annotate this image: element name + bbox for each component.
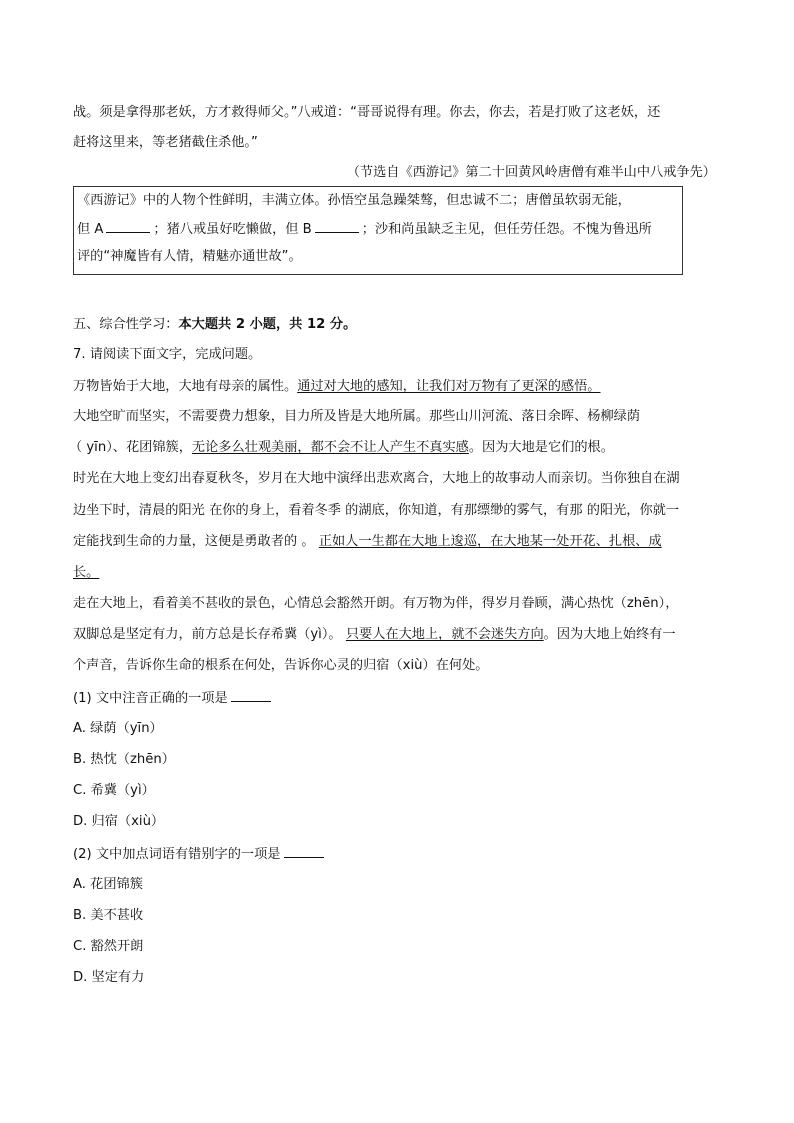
sub2-option-b[interactable]: B. 美不甚收 (73, 908, 144, 923)
q7-paragraph-4-line-2 (73, 626, 676, 644)
sub2-stem-text: (2) 文中加点词语有错别字的一项是 (73, 847, 281, 862)
q7-paragraph-3-line-3 (73, 533, 662, 551)
section-heading (73, 316, 356, 334)
blank-a[interactable] (106, 220, 150, 233)
q7-p3-underlined: 正如人一生都在大地上逡巡，在大地某一处开花、扎根、成 (318, 534, 662, 549)
q7-paragraph-4-line-1: 走在大地上，看着美不甚收的景色，心情总会豁然开朗。有万物为伴，得岁月眷顾，满心热忱（zhēn）， (73, 596, 679, 611)
blank-b-label: ；猪八戒虽好吃懒做，但 B (153, 222, 312, 237)
excerpt-source: （节选自《西游记》第二十回黄风岭唐僧有难半山中八戒争先） (346, 165, 716, 180)
q7-paragraph-3-line-4 (73, 564, 99, 582)
excerpt-line-1: 战。须是拿得那老妖，方才救得师父。”八戒道：“哥哥说得有理。你去，你去，若是打败了这老妖，还 (73, 105, 661, 120)
sub1-stem-text: (1) 文中注音正确的一项是 (73, 691, 228, 706)
q7-paragraph-3-line-2: 边坐下时，清晨的阳光 在你的身上，看着冬季 的湖底，你知道，有那缥缈的雾气，有那 的阳光，你就一 (73, 503, 680, 518)
section-heading-bold: 本大题共 2 小题，共 12 分。 (178, 317, 357, 332)
sub1-option-a[interactable]: A. 绿荫（yīn） (73, 721, 163, 736)
q7-p2-underlined: 无论多么壮观美丽，都不会不让人产生不真实感 (191, 440, 469, 455)
q7-paragraph-2-line-1: 大地空旷而坚实，不需要费力想象，目力所及皆是大地所属。那些山川河流、落日余晖、杨柳绿荫 (73, 409, 641, 424)
sub2-answer-blank[interactable] (284, 845, 324, 858)
commentary-box (73, 186, 683, 275)
blank-a-label: 但 A (77, 222, 104, 237)
sub1-option-d[interactable]: D. 归宿（xiù） (73, 814, 165, 829)
q7-paragraph-4-line-3: 个声音，告诉你生命的根系在何处，告诉你心灵的归宿（xiù）在何处。 (73, 658, 489, 673)
q7-paragraph-2-line-2 (69, 439, 614, 457)
sub1-option-b[interactable]: B. 热忱（zhēn） (73, 752, 175, 767)
section-heading-prefix: 五、综合性学习： (73, 317, 179, 332)
q7-paragraph-3-line-1: 时光在大地上变幻出春夏秋冬，岁月在大地中演绎出悲欢离合，大地上的故事动人而亲切。当你独自在湖 (73, 471, 680, 486)
q7-p2-text-c: 。因为大地是它们的根。 (468, 440, 614, 455)
q7-paragraph-1 (73, 378, 601, 396)
sub2-option-c[interactable]: C. 豁然开朗 (73, 939, 144, 954)
sub-question-2-stem (73, 845, 327, 864)
q7-p1-underlined: 通过对大地的感知，让我们对万物有了更深的感悟。 (297, 379, 601, 394)
box-line-2 (77, 220, 652, 239)
q7-p1-text: 万物皆始于大地，大地有母亲的属性。 (73, 379, 298, 394)
q7-p4-underlined: 只要人在大地上，就不会迷失方向 (345, 627, 544, 642)
question-7-title: 7. 请阅读下面文字，完成问题。 (73, 347, 262, 362)
sub1-option-c[interactable]: C. 希冀（yì） (73, 783, 155, 798)
box-line-2-rest: ；沙和尚虽缺乏主见，但任劳任怨。不愧为鲁迅所 (361, 222, 652, 237)
box-line-1: 《西游记》中的人物个性鲜明，丰满立体。孙悟空虽急躁桀骜，但忠诚不二；唐僧虽软弱无能， (77, 193, 631, 208)
q7-p3-text-a: 定能找到生命的力量，这便是勇敢者的 。 (73, 534, 315, 549)
excerpt-line-2: 赶将这里来，等老猪截住杀他。” (73, 135, 258, 150)
q7-p2-text-a: （ yīn）、花团锦簇， (69, 440, 192, 455)
sub-question-1-stem (73, 689, 274, 708)
q7-p3-underlined-end: 长。 (73, 565, 100, 580)
sub1-answer-blank[interactable] (231, 689, 271, 702)
box-line-3: 评的“神魔皆有人情，精魅亦通世故”。 (77, 249, 302, 264)
sub2-option-a[interactable]: A. 花团锦簇 (73, 877, 143, 892)
q7-p4-text-c: 。因为大地上始终有一 (543, 627, 676, 642)
q7-p4-text-a: 双脚总是坚定有力，前方总是长存希冀（yì）。 (73, 627, 342, 642)
sub2-option-d[interactable]: D. 坚定有力 (73, 970, 145, 985)
blank-b[interactable] (315, 220, 359, 233)
